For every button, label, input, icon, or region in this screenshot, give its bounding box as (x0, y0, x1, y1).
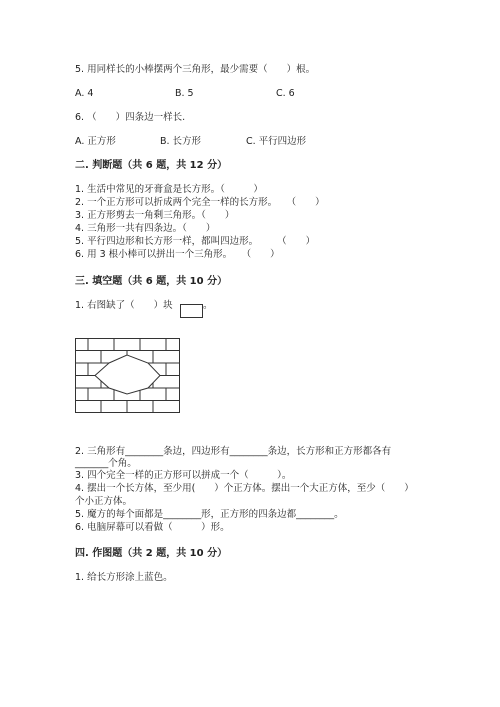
question-6-text: 6. （ ）四条边一样长. (75, 112, 186, 123)
judge-item: 2. 一个正方形可以折成两个完全一样的长方形。 （ ） (75, 197, 325, 208)
drawing-q1: 1. 给长方形涂上蓝色。 (75, 572, 173, 583)
section-4-heading: 四. 作图题（共 2 题，共 10 分） (75, 548, 228, 559)
q6-option-a: A. 正方形 (75, 136, 116, 147)
judge-item: 4. 三角形一共有四条边。（ ） (75, 223, 216, 234)
judge-item: 5. 平行四边形和长方形一样，都叫四边形。 （ ） (75, 236, 316, 247)
q5-option-c: C. 6 (276, 88, 295, 99)
fill-line: _______个角。 (75, 458, 137, 469)
answer-box (180, 304, 203, 318)
q6-option-b: B. 长方形 (160, 136, 202, 147)
q5-option-b: B. 5 (175, 88, 194, 99)
section-3-heading: 三. 填空题（共 6 题，共 10 分） (75, 276, 228, 287)
q6-option-c: C. 平行四边形 (246, 136, 307, 147)
fill-line: 5. 魔方的每个面都是________形，正方形的四条边都________。 (75, 509, 344, 520)
judge-item: 6. 用 3 根小棒可以拼出一个三角形。 （ ） (75, 249, 280, 260)
fill-q1-period: 。 (203, 300, 213, 311)
question-5-text: 5. 用同样长的小棒摆两个三角形，最少需要（ ）根。 (75, 64, 316, 75)
judge-item: 1. 生活中常见的牙膏盒是长方形。（ ） (75, 184, 263, 195)
section-2-heading: 二. 判断题（共 6 题，共 12 分） (75, 160, 228, 171)
fill-line: 2. 三角形有________条边，四边形有________条边，长方形和正方形都各有 (75, 446, 392, 457)
fill-q1-text: 1. 右图缺了（ ）块 (75, 300, 173, 311)
q5-option-a: A. 4 (75, 88, 94, 99)
fill-line: 4. 摆出一个长方体，至少用( ）个正方体。摆出一个大正方体，至少（ ） (75, 483, 414, 494)
brick-wall-figure (75, 338, 181, 414)
judge-item: 3. 正方形剪去一角剩三角形。（ ） (75, 210, 235, 221)
fill-line: 3. 四个完全一样的正方形可以拼成一个（ ）。 (75, 470, 292, 481)
fill-line: 6. 电脑屏幕可以看做（ ）形。 (75, 522, 230, 533)
fill-line: 个小正方体。 (75, 496, 133, 507)
